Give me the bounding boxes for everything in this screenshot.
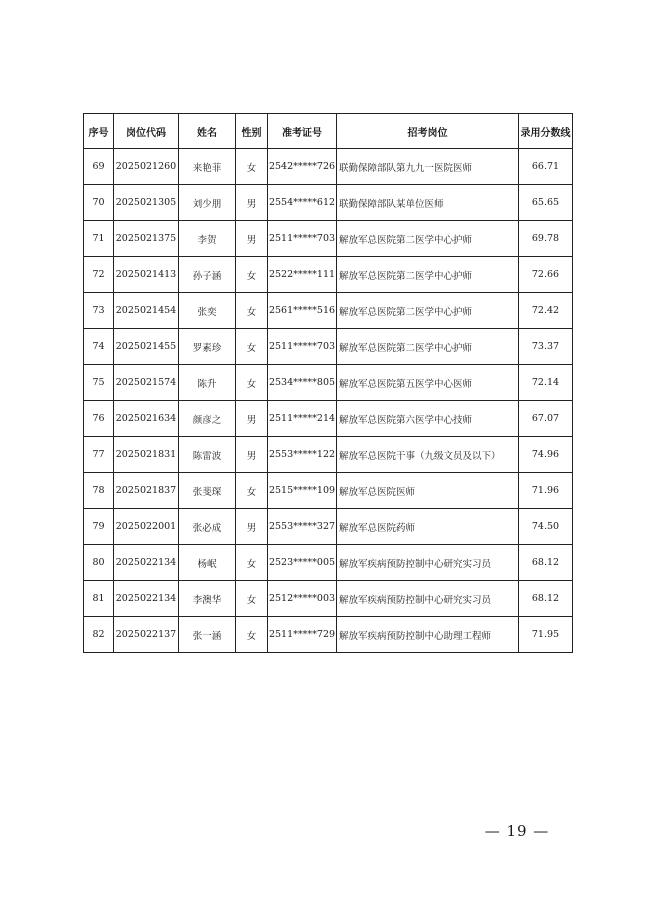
cell-exam-id: 2511*****703 (268, 329, 337, 365)
table-row (84, 437, 573, 473)
cell-name: 陈升 (179, 365, 236, 401)
cell-exam-id: 2511*****729 (268, 617, 337, 653)
cell-exam-id: 2554*****612 (268, 185, 337, 221)
cell-score-line: 73.37 (519, 329, 573, 365)
cell-post-code: 2025021837 (114, 473, 179, 509)
cell-position: 解放军总医院医师 (337, 473, 519, 509)
cell-seq: 70 (84, 185, 114, 221)
cell-exam-id: 2511*****703 (268, 221, 337, 257)
cell-name: 张斐琛 (179, 473, 236, 509)
cell-score-line: 74.50 (519, 509, 573, 545)
cell-seq: 72 (84, 257, 114, 293)
cell-name: 杨岷 (179, 545, 236, 581)
cell-exam-id: 2511*****214 (268, 401, 337, 437)
table-row (84, 257, 573, 293)
cell-gender: 女 (236, 329, 268, 365)
cell-position: 解放军疾病预防控制中心研究实习员 (337, 545, 519, 581)
table-row (84, 509, 573, 545)
cell-score-line: 66.71 (519, 149, 573, 185)
cell-post-code: 2025021455 (114, 329, 179, 365)
cell-score-line: 67.07 (519, 401, 573, 437)
header-row (84, 114, 573, 149)
cell-position: 解放军总医院第二医学中心护师 (337, 293, 519, 329)
table-row (84, 401, 573, 437)
cell-position: 解放军总医院第二医学中心护师 (337, 257, 519, 293)
cell-gender: 女 (236, 257, 268, 293)
cell-post-code: 2025021375 (114, 221, 179, 257)
header-gender: 性别 (236, 114, 268, 149)
cell-post-code: 2025021305 (114, 185, 179, 221)
cell-score-line: 72.14 (519, 365, 573, 401)
cell-exam-id: 2512*****003 (268, 581, 337, 617)
cell-score-line: 72.66 (519, 257, 573, 293)
cell-score-line: 68.12 (519, 581, 573, 617)
cell-seq: 73 (84, 293, 114, 329)
header-exam-id: 准考证号 (268, 114, 337, 149)
cell-post-code: 2025021634 (114, 401, 179, 437)
cell-seq: 82 (84, 617, 114, 653)
cell-post-code: 2025021260 (114, 149, 179, 185)
cell-name: 陈雷波 (179, 437, 236, 473)
cell-position: 联勤保障部队某单位医师 (337, 185, 519, 221)
cell-score-line: 72.42 (519, 293, 573, 329)
table-row (84, 221, 573, 257)
cell-exam-id: 2542*****726 (268, 149, 337, 185)
page-number: — 19 — (484, 822, 550, 840)
cell-name: 罗素珍 (179, 329, 236, 365)
cell-seq: 75 (84, 365, 114, 401)
header-seq: 序号 (84, 114, 114, 149)
cell-name: 张一涵 (179, 617, 236, 653)
cell-score-line: 68.12 (519, 545, 573, 581)
cell-gender: 女 (236, 293, 268, 329)
cell-seq: 71 (84, 221, 114, 257)
cell-gender: 男 (236, 221, 268, 257)
cell-gender: 男 (236, 401, 268, 437)
cell-seq: 79 (84, 509, 114, 545)
cell-exam-id: 2523*****005 (268, 545, 337, 581)
cell-name: 张必成 (179, 509, 236, 545)
header-position: 招考岗位 (337, 114, 519, 149)
cell-seq: 74 (84, 329, 114, 365)
cell-exam-id: 2553*****122 (268, 437, 337, 473)
cell-gender: 男 (236, 437, 268, 473)
cell-gender: 女 (236, 473, 268, 509)
cell-post-code: 2025021574 (114, 365, 179, 401)
cell-gender: 女 (236, 545, 268, 581)
cell-exam-id: 2561*****516 (268, 293, 337, 329)
cell-seq: 77 (84, 437, 114, 473)
cell-seq: 78 (84, 473, 114, 509)
table-row (84, 329, 573, 365)
cell-score-line: 71.95 (519, 617, 573, 653)
table-body (84, 149, 573, 653)
cell-score-line: 65.65 (519, 185, 573, 221)
cell-score-line: 69.78 (519, 221, 573, 257)
cell-post-code: 2025022134 (114, 581, 179, 617)
cell-score-line: 71.96 (519, 473, 573, 509)
cell-seq: 69 (84, 149, 114, 185)
cell-position: 解放军总医院干事（九级文员及以下） (337, 437, 519, 473)
cell-position: 解放军总医院药师 (337, 509, 519, 545)
table-row (84, 149, 573, 185)
cell-seq: 76 (84, 401, 114, 437)
cell-position: 解放军总医院第六医学中心技师 (337, 401, 519, 437)
cell-post-code: 2025021454 (114, 293, 179, 329)
cell-name: 刘少朋 (179, 185, 236, 221)
cell-gender: 男 (236, 185, 268, 221)
results-table (83, 113, 573, 653)
cell-name: 孙子涵 (179, 257, 236, 293)
cell-post-code: 2025022134 (114, 545, 179, 581)
cell-position: 解放军总医院第五医学中心医师 (337, 365, 519, 401)
cell-post-code: 2025021831 (114, 437, 179, 473)
header-score-line: 录用分数线 (519, 114, 573, 149)
cell-exam-id: 2522*****111 (268, 257, 337, 293)
cell-exam-id: 2515*****109 (268, 473, 337, 509)
cell-exam-id: 2534*****805 (268, 365, 337, 401)
cell-gender: 女 (236, 149, 268, 185)
table-row (84, 581, 573, 617)
table-row (84, 473, 573, 509)
cell-position: 解放军总医院第二医学中心护师 (337, 329, 519, 365)
cell-seq: 80 (84, 545, 114, 581)
table-row (84, 185, 573, 221)
cell-gender: 男 (236, 509, 268, 545)
cell-exam-id: 2553*****327 (268, 509, 337, 545)
cell-score-line: 74.96 (519, 437, 573, 473)
table-row (84, 293, 573, 329)
cell-gender: 女 (236, 617, 268, 653)
cell-name: 颜彦之 (179, 401, 236, 437)
table-row (84, 617, 573, 653)
header-post-code: 岗位代码 (114, 114, 179, 149)
cell-name: 来艳菲 (179, 149, 236, 185)
header-name: 姓名 (179, 114, 236, 149)
cell-gender: 女 (236, 365, 268, 401)
cell-post-code: 2025022001 (114, 509, 179, 545)
cell-name: 李贺 (179, 221, 236, 257)
cell-position: 联勤保障部队第九九一医院医师 (337, 149, 519, 185)
cell-position: 解放军总医院第二医学中心护师 (337, 221, 519, 257)
table-row (84, 365, 573, 401)
cell-post-code: 2025021413 (114, 257, 179, 293)
cell-post-code: 2025022137 (114, 617, 179, 653)
cell-position: 解放军疾病预防控制中心助理工程师 (337, 617, 519, 653)
cell-name: 李澳华 (179, 581, 236, 617)
table-row (84, 545, 573, 581)
cell-name: 张奕 (179, 293, 236, 329)
cell-seq: 81 (84, 581, 114, 617)
cell-position: 解放军疾病预防控制中心研究实习员 (337, 581, 519, 617)
cell-gender: 女 (236, 581, 268, 617)
